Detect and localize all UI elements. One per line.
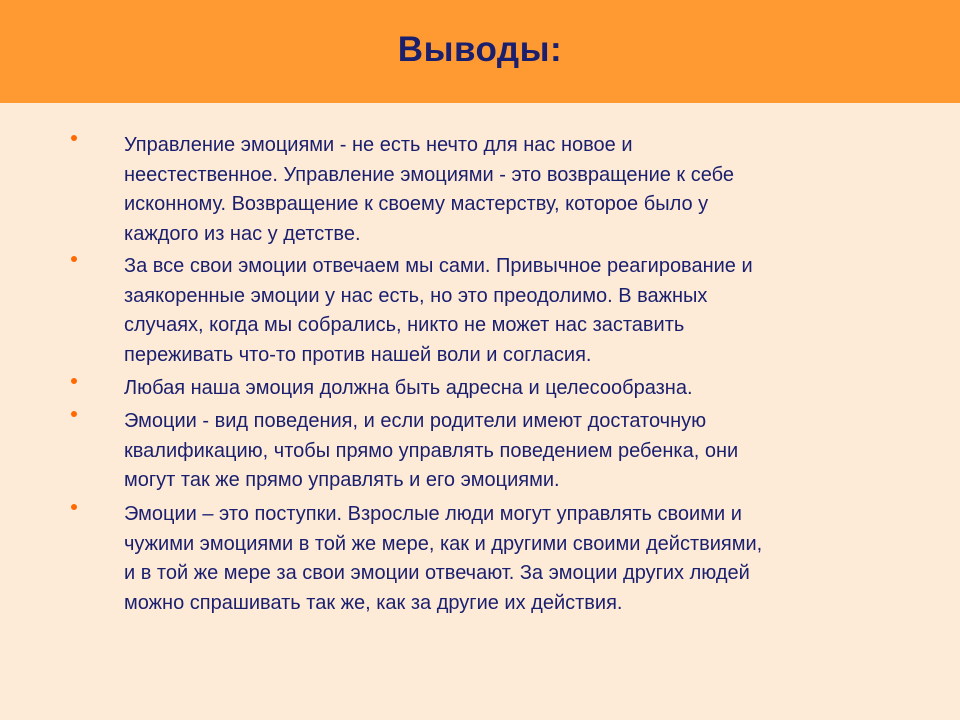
bullet-text: За все свои эмоции отвечаем мы сами. Привычное реагирование и заякоренные эмоции у нас есть, но это преодолимо. В важных случаях, когда мы собрались, никто не может нас заставить переживать что-то против нашей воли и согласия.	[124, 255, 753, 366]
bullet-text: Управление эмоциями - не есть нечто для нас новое и неестественное. Управление эмоциями - это возвращение к себе исконному. Возвращение к своему мастерству, которое было у каждого из нас у детстве.	[124, 134, 734, 245]
bullet-dot-icon	[71, 378, 77, 384]
bullet-dot-icon	[71, 256, 77, 262]
bullet-text: Любая наша эмоция должна быть адресна и целесообразна.	[124, 377, 693, 399]
bullet-text: Эмоции - вид поведения, и если родители имеют достаточную квалификацию, чтобы прямо управлять поведением ребенка, они могут так же прямо управлять и его эмоциями.	[124, 410, 739, 491]
slide-title: Выводы:	[397, 30, 563, 69]
bullet-dot-icon	[71, 411, 77, 417]
bullet-dot-icon	[71, 135, 77, 141]
bullet-dot-icon	[71, 504, 77, 510]
bullet-text: Эмоции – это поступки. Взрослые люди могут управлять своими и чужими эмоциями в той же мере, как и другими своими действиями, и в той же мере за свои эмоции отвечают. За эмоции других людей можно спрашивать так же, как за другие их действия.	[124, 503, 763, 614]
